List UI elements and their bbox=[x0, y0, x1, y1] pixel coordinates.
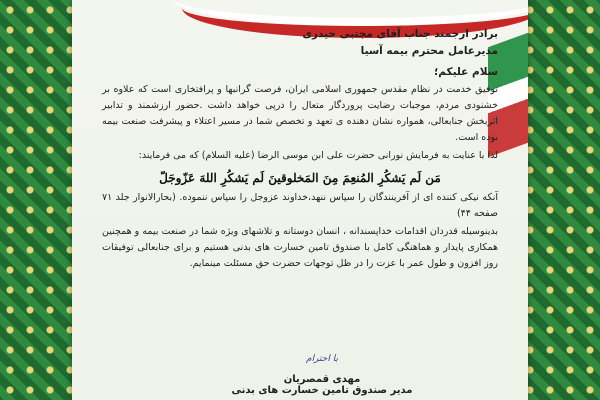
signer-name: مهدی قمصریان bbox=[283, 374, 361, 385]
greeting: سلام علیکم؛ bbox=[434, 66, 498, 78]
paragraph-1: توفیق خدمت در نظام مقدس جمهوری اسلامی ایران، فرصت گرانبها و پرافتخاری است که علاوه بر خشنودی مردم، موجبات رضایت پروردگار متعال را درپی خواهد داشت .حضور ارزشمند و تدابیر اثربخش جنابعالی، همواره نشان دهنده ی تعهد و تخصص شما در مسیر اعتلاء و پیشرفت صنعت بیمه بوده است. bbox=[102, 84, 498, 143]
paragraph-3: بدینوسیله قدردان اقدامات خداپسندانه ، انسان دوستانه و تلاشهای ویژه شما در صنعت بیمه و همچنین همکاری پایدار و هماهنگی کامل با صندوق تامین خسارت های بدنی هستیم و برای جنابعالی توفیقات روز افزون و طول عمر با عزت را در ظل توجهات حضرت حق مسئلت مینمایم. bbox=[102, 226, 498, 269]
hadith-quote: مَن لَم یَشکُرِ المُنعِمَ مِنَ المَخلوقینَ لَم یَشکُرِ اللهَ عَزّوجَلّ bbox=[159, 171, 441, 185]
letter-paper bbox=[72, 0, 528, 400]
letter-body bbox=[102, 26, 498, 274]
paragraph-2: لذا با عنایت به فرمایش نورانی حضرت علی ابن موسی الرضا (علیه السلام) که می فرمایند: bbox=[138, 150, 498, 161]
addressee-name: برادر ارجمند جناب آقای مجتبی حیدری bbox=[302, 28, 498, 40]
signature-block bbox=[222, 354, 422, 396]
quote-translation: آنکه نیکی کننده ای از آفرینندگان را سپاس ننهد،خداوند عزوجل را سپاس ننموده. (بحارالانوار جلد ۷۱ صفحه ۴۴) bbox=[102, 192, 498, 219]
signer-title: مدیر صندوق تامین خسارت های بدنی bbox=[231, 385, 413, 396]
addressee-title: مدیرعامل محترم بیمه آسیا bbox=[360, 45, 498, 57]
signature: با احترام bbox=[306, 354, 338, 364]
